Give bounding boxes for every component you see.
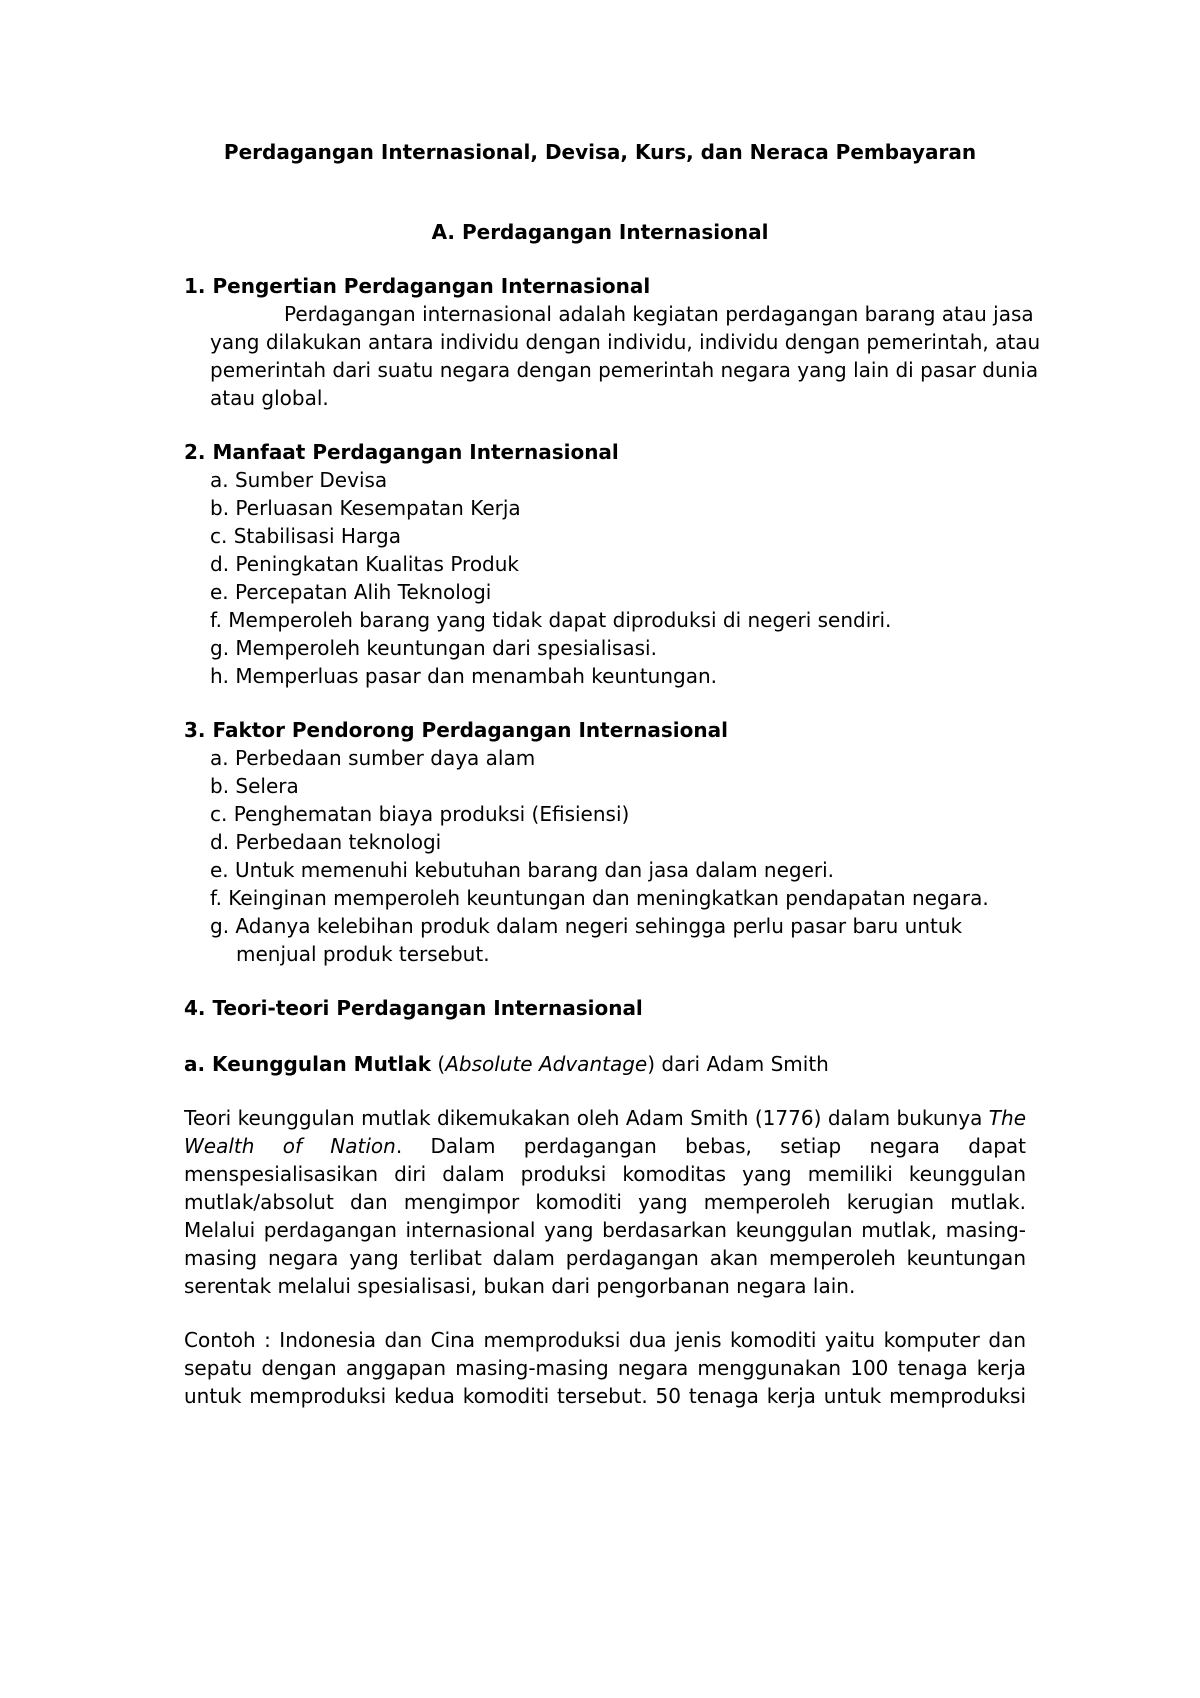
subsection-a-italic: Absolute Advantage bbox=[445, 1052, 648, 1076]
book-title-italic: Wealth of Nation bbox=[184, 1134, 396, 1158]
list-item: g. Memperoleh keuntungan dari spesialisasi. bbox=[210, 636, 657, 660]
list-item: e. Untuk memenuhi kebutuhan barang dan jasa dalam negeri. bbox=[210, 858, 835, 882]
subsection-a-open-paren: ( bbox=[431, 1052, 446, 1076]
list-item: b. Perluasan Kesempatan Kerja bbox=[210, 496, 521, 520]
example-line: sepatu dengan anggapan masing-masing negara menggunakan 100 tenaga kerja bbox=[184, 1356, 1026, 1380]
paragraph-line bbox=[184, 1134, 1026, 1158]
list-item: h. Memperluas pasar dan menambah keuntungan. bbox=[210, 664, 718, 688]
list-item: b. Selera bbox=[210, 774, 299, 798]
paragraph-line: mutlak/absolut dan mengimpor komoditi yang memperoleh kerugian mutlak. bbox=[184, 1190, 1026, 1214]
section-1-paragraph-line: yang dilakukan antara individu dengan individu, individu dengan pemerintah, atau bbox=[210, 330, 1041, 354]
subsection-a-heading bbox=[184, 1052, 829, 1076]
paragraph-line bbox=[184, 1106, 1026, 1130]
section-2-heading: 2. Manfaat Perdagangan Internasional bbox=[184, 440, 619, 464]
book-title-italic: The bbox=[988, 1106, 1026, 1130]
section-1-paragraph-line: pemerintah dari suatu negara dengan pemerintah negara yang lain di pasar dunia bbox=[210, 358, 1039, 382]
list-item: f. Memperoleh barang yang tidak dapat diproduksi di negeri sendiri. bbox=[210, 608, 892, 632]
subsection-a-bold: a. Keunggulan Mutlak bbox=[184, 1052, 432, 1076]
example-line: untuk memproduksi kedua komoditi tersebut. 50 tenaga kerja untuk memproduksi bbox=[184, 1384, 1026, 1408]
section-3-heading: 3. Faktor Pendorong Perdagangan Internasional bbox=[184, 718, 728, 742]
list-item: e. Percepatan Alih Teknologi bbox=[210, 580, 492, 604]
list-item: f. Keinginan memperoleh keuntungan dan meningkatkan pendapatan negara. bbox=[210, 886, 989, 910]
example-line: Contoh : Indonesia dan Cina memproduksi dua jenis komoditi yaitu komputer dan bbox=[184, 1328, 1026, 1352]
paragraph-line: serentak melalui spesialisasi, bukan dari pengorbanan negara lain. bbox=[184, 1274, 856, 1298]
section-4-heading: 4. Teori-teori Perdagangan Internasional bbox=[184, 996, 643, 1020]
document-title: Perdagangan Internasional, Devisa, Kurs, dan Neraca Pembayaran bbox=[223, 140, 977, 164]
list-item: c. Penghematan biaya produksi (Efisiensi) bbox=[210, 802, 630, 826]
paragraph-line: Melalui perdagangan internasional yang berdasarkan keunggulan mutlak, masing- bbox=[184, 1218, 1026, 1242]
list-item: a. Perbedaan sumber daya alam bbox=[210, 746, 536, 770]
list-item: a. Sumber Devisa bbox=[210, 468, 388, 492]
list-item: d. Peningkatan Kualitas Produk bbox=[210, 552, 520, 576]
paragraph-text: Teori keunggulan mutlak dikemukakan oleh Adam Smith (1776) dalam bukunya bbox=[184, 1106, 989, 1130]
list-item: d. Perbedaan teknologi bbox=[210, 830, 442, 854]
subsection-a-rest: ) dari Adam Smith bbox=[647, 1052, 829, 1076]
paragraph-line: menspesialisasikan diri dalam produksi komoditas yang memiliki keunggulan bbox=[184, 1162, 1026, 1186]
list-item: g. Adanya kelebihan produk dalam negeri sehingga perlu pasar baru untuk bbox=[210, 914, 963, 938]
section-a-heading: A. Perdagangan Internasional bbox=[431, 220, 769, 244]
section-1-paragraph-line: Perdagangan internasional adalah kegiatan perdagangan barang atau jasa bbox=[284, 302, 1034, 326]
section-1-heading: 1. Pengertian Perdagangan Internasional bbox=[184, 274, 651, 298]
paragraph-line: masing negara yang terlibat dalam perdagangan akan memperoleh keuntungan bbox=[184, 1246, 1026, 1270]
list-item: c. Stabilisasi Harga bbox=[210, 524, 401, 548]
paragraph-text: . Dalam perdagangan bebas, setiap negara dapat bbox=[395, 1134, 1026, 1158]
list-item-continuation: menjual produk tersebut. bbox=[236, 942, 490, 966]
section-1-paragraph-line: atau global. bbox=[210, 386, 329, 410]
